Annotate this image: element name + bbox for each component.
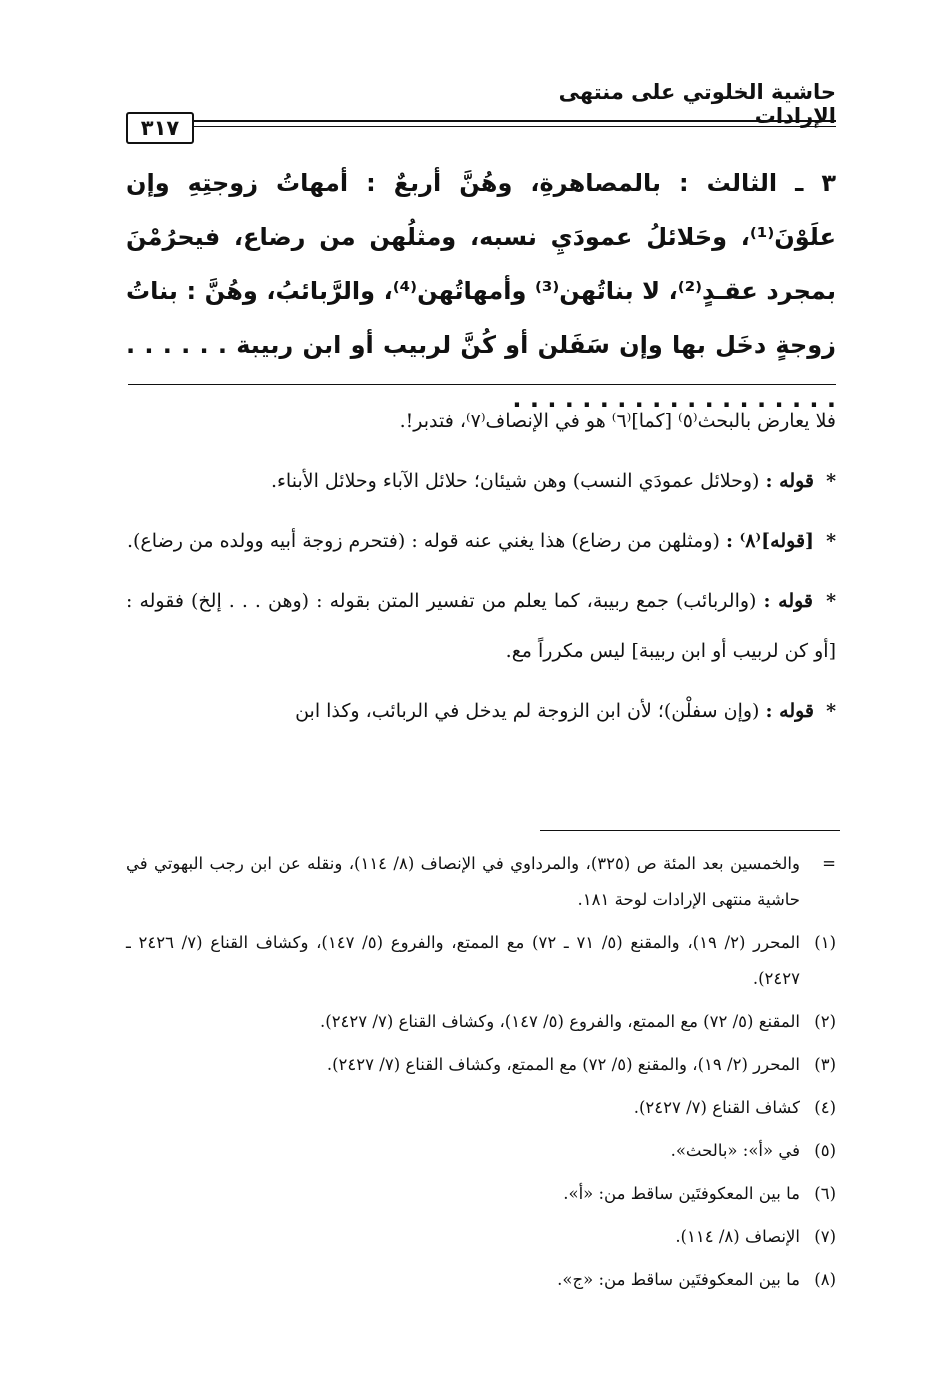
footnote-text: ما بين المعكوفتَين ساقط من: «ج». [557, 1270, 800, 1289]
commentary-paragraph [126, 686, 836, 736]
running-title: حاشية الخلوتي على منتهى الإرادات [558, 80, 836, 128]
footnote-divider [540, 830, 840, 831]
commentary-paragraph [126, 396, 836, 446]
footnote-mark: (٦) [814, 1184, 836, 1203]
footnote-mark: (٤) [814, 1098, 836, 1117]
commentary-text: (ومثلهن من رضاع) هذا يغني عنه قوله : (فتحرم زوجة أبيه وولده من رضاع). [126, 530, 720, 552]
commentary-label: قوله : [763, 590, 814, 612]
commentary-label: قوله : [765, 700, 815, 722]
commentary [126, 396, 836, 746]
footnote [126, 846, 836, 918]
footnote-text: المحرر (٢/ ١٩)، والمقنع (٥/ ٧٢) مع الممتع، وكشاف القناع (٧/ ٢٤٢٧). [326, 1055, 800, 1074]
bullet-star: * [826, 700, 836, 722]
commentary-paragraph [126, 516, 836, 566]
footnote [126, 1047, 836, 1083]
footnote-mark: (١) [814, 933, 836, 952]
footnote-mark: = [822, 854, 836, 873]
footnote-text: الإنصاف (٨/ ١١٤). [675, 1227, 800, 1246]
main-text-divider [128, 384, 836, 385]
footnotes [126, 846, 836, 1305]
header-rule [194, 120, 836, 127]
commentary-label: قوله : [765, 470, 815, 492]
footnote-mark: (٣) [814, 1055, 836, 1074]
footnote-text: في «أ»: «بالحث». [670, 1141, 800, 1160]
footnote-mark: (٢) [814, 1012, 836, 1031]
footnote-text: المحرر (٢/ ١٩)، والمقنع (٥/ ٧١ ـ ٧٢) مع الممتع، والفروع (٥/ ١٤٧)، وكشاف القناع (٧/ ٢٤٢٦ ـ ٢٤٢٧). [126, 933, 800, 988]
commentary-text: فلا يعارض بالبحث⁽٥⁾ [كما]⁽٦⁾ هو في الإنصاف⁽٧⁾، فتدبر!. [399, 410, 836, 432]
footnote [126, 1219, 836, 1255]
footnote [126, 925, 836, 997]
bullet-star: * [826, 530, 836, 552]
footnote-text: ما بين المعكوفتَين ساقط من: «أ». [563, 1184, 800, 1203]
footnote-text: كشاف القناع (٧/ ٢٤٢٧). [633, 1098, 800, 1117]
footnote-text: المقنع (٥/ ٧٢) مع الممتع، والفروع (٥/ ١٤٧)، وكشاف القناع (٧/ ٢٤٢٧). [320, 1012, 800, 1031]
footnote-text: والخمسين بعد المئة ص (٣٢٥)، والمرداوي في الإنصاف (٨/ ١١٤)، ونقله عن ابن رجب البهوتي في حاشية منتهى الإرادات لوحة ١٨١. [126, 854, 800, 909]
commentary-text: (وإن سفلْن)؛ لأن ابن الزوجة لم يدخل في الربائب، وكذا ابن [295, 700, 760, 722]
footnote-mark: (٨) [814, 1270, 836, 1289]
page-number: ٣١٧ [126, 112, 194, 144]
commentary-text: (وحلائل عمودَي النسب) وهن شيئان؛ حلائل الآباء وحلائل الأبناء. [270, 470, 760, 492]
footnote [126, 1176, 836, 1212]
commentary-label: [قوله]⁽٨⁾ : [725, 530, 815, 552]
footnote-mark: (٧) [814, 1227, 836, 1246]
bullet-star: * [826, 470, 836, 492]
footnote [126, 1090, 836, 1126]
bullet-star: * [826, 590, 836, 612]
main-text: ٣ ـ الثالث : بالمصاهرةِ، وهُنَّ أربعٌ : أمهاتُ زوجتِهِ وإن علَوْنَ⁽¹⁾، وحَلائلُ عمودَيِ نسبه، ومثلُهن من رضاع، فيحرُمْنَ بمجرد عقـدٍ⁽²⁾، لا بناتُهن⁽³⁾ وأمهاتُهن⁽⁴⁾، والرَّبائبُ، وهُنَّ : بناتُ زوجةٍ دخَل بها وإن سَفَلن أو كُنَّ لربيب أو ابن ربيبة . . . . . . . . . . . . . . . . . . . . . . . . . [126, 169, 836, 413]
commentary-paragraph [126, 456, 836, 506]
footnote [126, 1004, 836, 1040]
commentary-paragraph [126, 576, 836, 676]
commentary-text: (والربائب) جمع ربيبة، كما يعلم من تفسير المتن بقوله : (وهن . . . إلخ) فقوله : [أو كن لربيب أو ابن ربيبة] ليس مكرراً مع. [126, 590, 836, 662]
footnote [126, 1262, 836, 1298]
footnote-mark: (٥) [814, 1141, 836, 1160]
footnote [126, 1133, 836, 1169]
